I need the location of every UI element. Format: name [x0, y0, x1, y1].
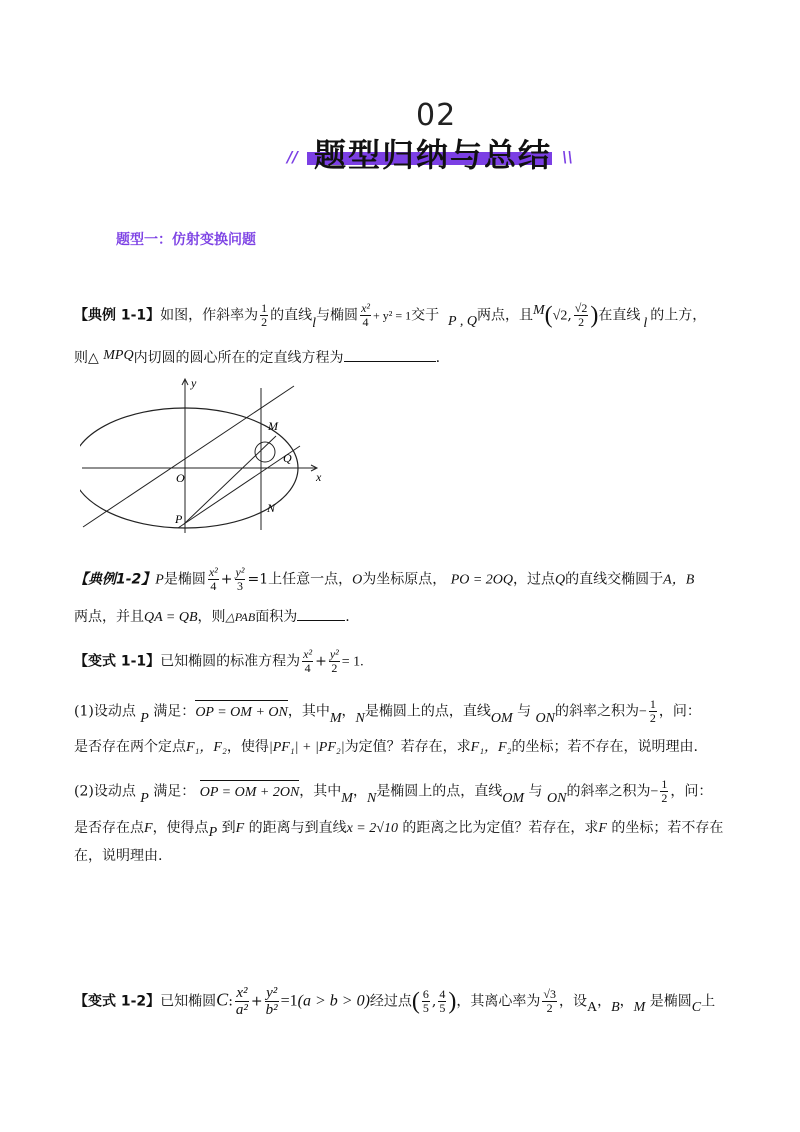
text: 上 [701, 993, 716, 1010]
vector-equation: OP = OM + ON [195, 703, 288, 723]
num: √2 [574, 301, 588, 315]
text: 两点，并且 [74, 609, 144, 625]
point-n: N [366, 790, 377, 806]
paren: ( [544, 302, 553, 329]
fraction-b [329, 648, 340, 675]
minus: − [650, 784, 659, 800]
triangle-pab: △PAB [225, 610, 256, 624]
ellipse-c: C [691, 999, 702, 1015]
foci: F₁，F₂ [186, 740, 227, 755]
text: 已知椭圆的标准方程为 [160, 653, 301, 670]
text: ，其中 [299, 783, 342, 800]
point-f: F [235, 821, 245, 836]
text: 的斜率之积为 [566, 783, 651, 800]
fraction-y [265, 985, 279, 1018]
left-deco: // [287, 148, 298, 166]
text: 则△ [74, 350, 99, 366]
point-p: P [140, 710, 149, 726]
point-m: M [341, 790, 353, 806]
den: 2 [661, 791, 668, 805]
den: a² [235, 1002, 248, 1018]
directrix-equation: x = 2√10 [346, 821, 398, 836]
points-ab: A，B [663, 572, 695, 588]
example-1-1-line2 [74, 347, 440, 369]
point-a: A [586, 999, 598, 1015]
num: 6 [422, 987, 429, 1001]
text: . [435, 350, 441, 366]
point-o: O [352, 572, 363, 588]
text: =1 [280, 992, 298, 1010]
den: 4 [210, 579, 217, 593]
text: 的直线交椭圆于 [565, 571, 664, 588]
slope-product-fraction [660, 778, 668, 805]
fraction-a [208, 566, 219, 593]
text: ，问： [658, 703, 701, 720]
text: 如图，作斜率为 [160, 307, 259, 324]
label-o: O [176, 471, 185, 485]
line-l-pq [178, 446, 300, 528]
text: . [345, 609, 350, 625]
text: ，过点 [513, 571, 556, 588]
text: ，其中 [287, 703, 330, 720]
text: 为定值？若存在，求 [344, 739, 471, 755]
num: x² [303, 647, 313, 661]
foci: F₁，F₂ [470, 740, 512, 755]
text: 与 [517, 703, 532, 720]
incircle [255, 442, 275, 462]
text: 经过点 [369, 993, 412, 1010]
variant-1-1-part1-line2 [74, 737, 698, 758]
text: 为坐标原点， [362, 571, 447, 588]
triangle-mpq: MPQ [103, 348, 134, 363]
den: 2 [649, 711, 656, 725]
num: 1 [661, 777, 668, 791]
text: = 1. [341, 654, 364, 670]
text: 与椭圆 [316, 307, 359, 324]
text: ，使得点 [152, 820, 209, 836]
num: x² [361, 301, 370, 315]
line-l: l [643, 315, 648, 331]
line-on: ON [547, 790, 567, 806]
m-fraction [574, 302, 589, 329]
variant-1-1-tag: 【变式 1-1】 [74, 653, 161, 670]
text: 满足： [153, 783, 196, 800]
label-x: x [316, 470, 322, 484]
point-p: P [208, 825, 218, 840]
equality-qa-qb: QA = QB [144, 610, 198, 625]
colon: : [228, 993, 233, 1010]
text: ，设 [558, 993, 587, 1010]
text: 的坐标；若不存在，说明理由. [511, 739, 698, 755]
answer-blank [344, 347, 436, 362]
line-om: OM [502, 790, 525, 806]
vector-equation: PO = 2OQ [450, 572, 514, 588]
condition: (a > b > 0) [297, 992, 370, 1010]
variant-1-1-part2-line1: (2)设动点 P 满足： OP = OM + 2ON，其中M，N是椭圆上的点，直线OM 与 ON的斜率之积为− $\frac{1}{2}$ ，问： [74, 777, 713, 806]
den: 2 [578, 315, 585, 329]
den: 3 [237, 579, 243, 593]
points-pq: P , Q [448, 313, 477, 329]
point-f: F [598, 821, 607, 836]
text: 已知椭圆 [160, 993, 217, 1010]
text: =1上任意一点， [247, 571, 353, 588]
ellipse-figure [80, 370, 340, 535]
num: 4 [439, 987, 446, 1001]
ellipse-rest: + y² = 1 [373, 308, 412, 323]
fraction-b [235, 566, 246, 593]
den: 2 [261, 315, 268, 329]
text: 的上方， [650, 307, 707, 324]
text: 与 [528, 783, 543, 800]
text: ，问： [670, 783, 713, 800]
fraction-x [235, 985, 249, 1018]
minus: − [639, 704, 647, 720]
num: y² [235, 565, 245, 579]
paren: ) [590, 302, 599, 329]
point-m: M [532, 302, 545, 318]
answer-blank [297, 606, 345, 621]
num: y² [266, 985, 278, 1001]
segment-pm [184, 436, 276, 524]
label-m: M [268, 419, 278, 433]
text: 的斜率之积为 [555, 703, 639, 720]
paren: ( [411, 988, 420, 1015]
point-m: M [633, 999, 646, 1015]
example-1-2-line1: 【典例1-2】P是椭圆 $\frac{\text{x²}}{4}$ + $\frac{\text{y²}}{3}$ =1上任意一点，O为坐标原点， PO = 2OQ，过点Q的直线交椭圆于A，B [74, 565, 695, 593]
label-n: N [267, 501, 276, 515]
point-f: F [144, 821, 153, 836]
text: 是否存在点 [74, 820, 144, 836]
point-q: Q [555, 572, 566, 588]
text: 面积为 [255, 609, 298, 625]
num: √3 [543, 987, 556, 1001]
text: 的距离之比为定值？若存在，求 [402, 820, 599, 836]
text: 在，说明理由. [74, 848, 163, 864]
section-title: 题型一：仿射变换问题 [116, 232, 256, 248]
text: 的距离与到直线 [248, 820, 347, 836]
line-on: ON [535, 710, 555, 726]
den: 5 [439, 1001, 446, 1015]
slope-fraction [260, 302, 268, 329]
text: (2)设动点 [74, 783, 136, 800]
eccentricity-fraction [542, 988, 557, 1015]
text: 到 [221, 820, 236, 836]
point-x-fraction [422, 988, 430, 1015]
point-m: M [329, 710, 342, 726]
text: ，其离心率为 [456, 993, 541, 1010]
text: 两点，且 [476, 307, 533, 324]
ellipse-c: C [216, 989, 229, 1010]
ellipse-fraction [360, 302, 371, 329]
den: 2 [546, 1001, 553, 1015]
text: 是椭圆上的点，直线 [364, 703, 491, 720]
example-1-2-tag: 【典例1-2】 [74, 571, 156, 588]
text: (1)设动点 [74, 703, 136, 720]
sqrt2: √2 [552, 308, 568, 324]
num: 1 [261, 301, 268, 315]
label-p: P [175, 512, 183, 526]
paren: ) [448, 988, 457, 1015]
text: ，则 [197, 609, 226, 625]
point-y-fraction [438, 988, 446, 1015]
vector-equation: OP = OM + 2ON [200, 783, 300, 803]
line-l: l [312, 315, 317, 331]
num: 1 [649, 697, 656, 711]
text: 是否存在两个定点 [74, 739, 186, 755]
text: 满足： [153, 703, 196, 720]
text: 是椭圆 [163, 571, 206, 588]
variant-1-2-line1: 【变式 1-2】已知椭圆C: $\frac{\text{x²}}{\text{a²}}$ + $\frac{\text{y²}}{\text{b²}}$ =1(a > b > 0)经过点( $\frac{6}{5}$ , $\frac{4}{5}$ )，其离心率为 $\frac{√3}{2}$ ，设A，B，M 是椭圆C上 [74, 985, 716, 1018]
variant-1-1-part1-line1: (1)设动点 P 满足：OP = OM + ON，其中M，N是椭圆上的点，直线OM 与 ON的斜率之积为− $\frac{1}{2}$ ，问： [74, 697, 701, 726]
variant-1-1-line1: 【变式 1-1】已知椭圆的标准方程为 $\frac{\text{x²}}{4}$ + $\frac{\text{y²}}{2}$ = 1. [74, 647, 364, 675]
point-p: P [140, 790, 149, 806]
right-deco: \\ [562, 148, 573, 166]
text: ，使得 [226, 739, 269, 755]
line-om: OM [490, 710, 513, 726]
den: 5 [422, 1001, 429, 1015]
text: 在直线 [598, 307, 641, 324]
num: y² [329, 647, 339, 661]
example-1-2-line2 [74, 606, 350, 628]
line-parallel-upper [83, 386, 294, 527]
slope-product-fraction [649, 698, 657, 725]
text: 交于 [411, 307, 440, 324]
text: 是椭圆上的点，直线 [376, 783, 503, 800]
point-n: N [355, 710, 365, 726]
variant-1-1-part2-line3 [74, 846, 162, 866]
example-1-1-line1: 【典例 1-1】如图，作斜率为 $\frac{1}{2}$ 的直线l与椭圆 $\frac{\text{x²}}{4}$ + y² = 1交于 P , Q两点，且M(√2, $\frac{√2}{2}$ )在直线 l 的上方， [74, 301, 707, 331]
den: 4 [304, 661, 311, 675]
text: 的坐标；若不存在 [611, 820, 724, 836]
den: 4 [362, 315, 369, 329]
num: x² [208, 565, 218, 579]
label-q: Q [283, 451, 292, 465]
point-b: B [611, 999, 620, 1015]
den: 2 [331, 661, 338, 675]
header-title: 题型归纳与总结 [314, 136, 553, 174]
text: 是椭圆 [649, 993, 692, 1010]
num: x² [236, 985, 248, 1001]
variant-1-2-tag: 【变式 1-2】 [74, 993, 161, 1010]
fraction-a [302, 648, 313, 675]
variant-1-1-part2-line2 [74, 818, 723, 839]
text: 内切圆的圆心所在的定直线方程为 [133, 350, 344, 366]
label-y: y [191, 376, 197, 390]
header-number: 02 [416, 98, 457, 133]
den: b² [265, 1002, 278, 1018]
point-p: P [155, 572, 164, 588]
example-1-1-tag: 【典例 1-1】 [74, 307, 161, 324]
distance-sum: |PF₁| + |PF₂| [268, 740, 345, 755]
text: 的直线 [270, 307, 313, 324]
